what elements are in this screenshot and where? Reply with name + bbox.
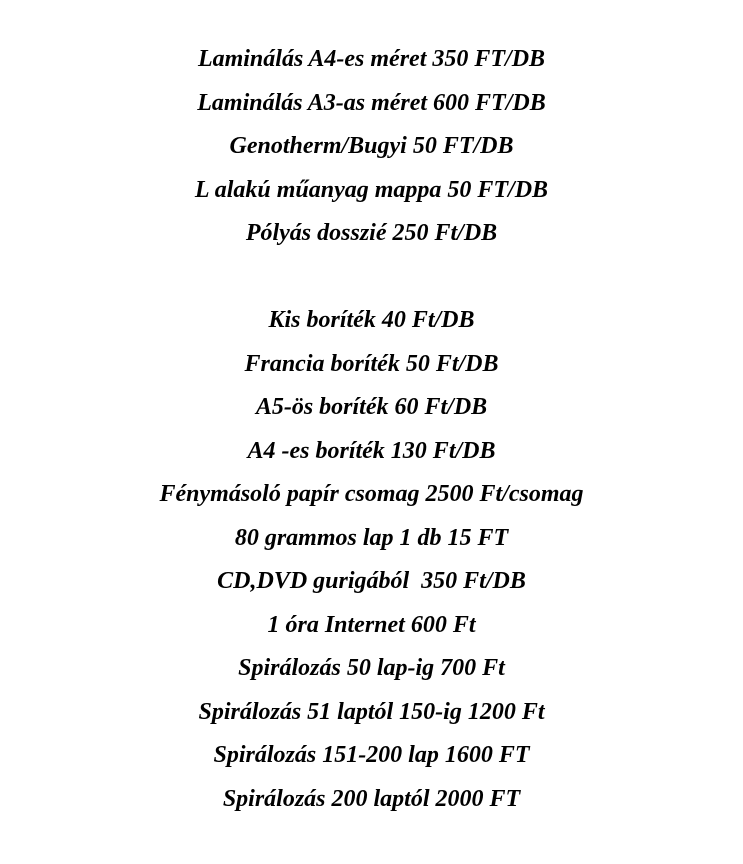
price-line: A5-ös boríték 60 Ft/DB xyxy=(255,394,488,420)
price-line: Pólyás dosszié 250 Ft/DB xyxy=(245,220,498,246)
price-line: Fénymásoló papír csomag 2500 Ft/csomag xyxy=(159,481,584,507)
price-line: Genotherm/Bugyi 50 FT/DB xyxy=(229,133,514,159)
price-line: Kis boríték 40 Ft/DB xyxy=(268,307,475,333)
price-line: Laminálás A4-es méret 350 FT/DB xyxy=(197,46,546,72)
price-group-supplies-services xyxy=(0,299,743,821)
price-list xyxy=(0,38,743,821)
price-line: Spirálozás 200 laptól 2000 FT xyxy=(222,785,521,812)
price-line: 80 grammos lap 1 db 15 FT xyxy=(234,524,509,551)
price-group-lamination xyxy=(0,38,743,256)
price-line: Spirálozás 151-200 lap 1600 FT xyxy=(213,742,530,768)
price-line: A4 -es boríték 130 Ft/DB xyxy=(247,437,496,464)
price-line: Francia boríték 50 Ft/DB xyxy=(244,350,499,377)
price-line: Spirálozás 50 lap-ig 700 Ft xyxy=(238,655,505,681)
price-line: Spirálozás 51 laptól 150-ig 1200 Ft xyxy=(198,698,545,725)
price-line: 1 óra Internet 600 Ft xyxy=(267,611,476,638)
price-line: L alakú műanyag mappa 50 FT/DB xyxy=(194,176,549,203)
price-line: CD,DVD gurigából 350 Ft/DB xyxy=(217,568,526,594)
price-line: Laminálás A3-as méret 600 FT/DB xyxy=(197,89,546,116)
